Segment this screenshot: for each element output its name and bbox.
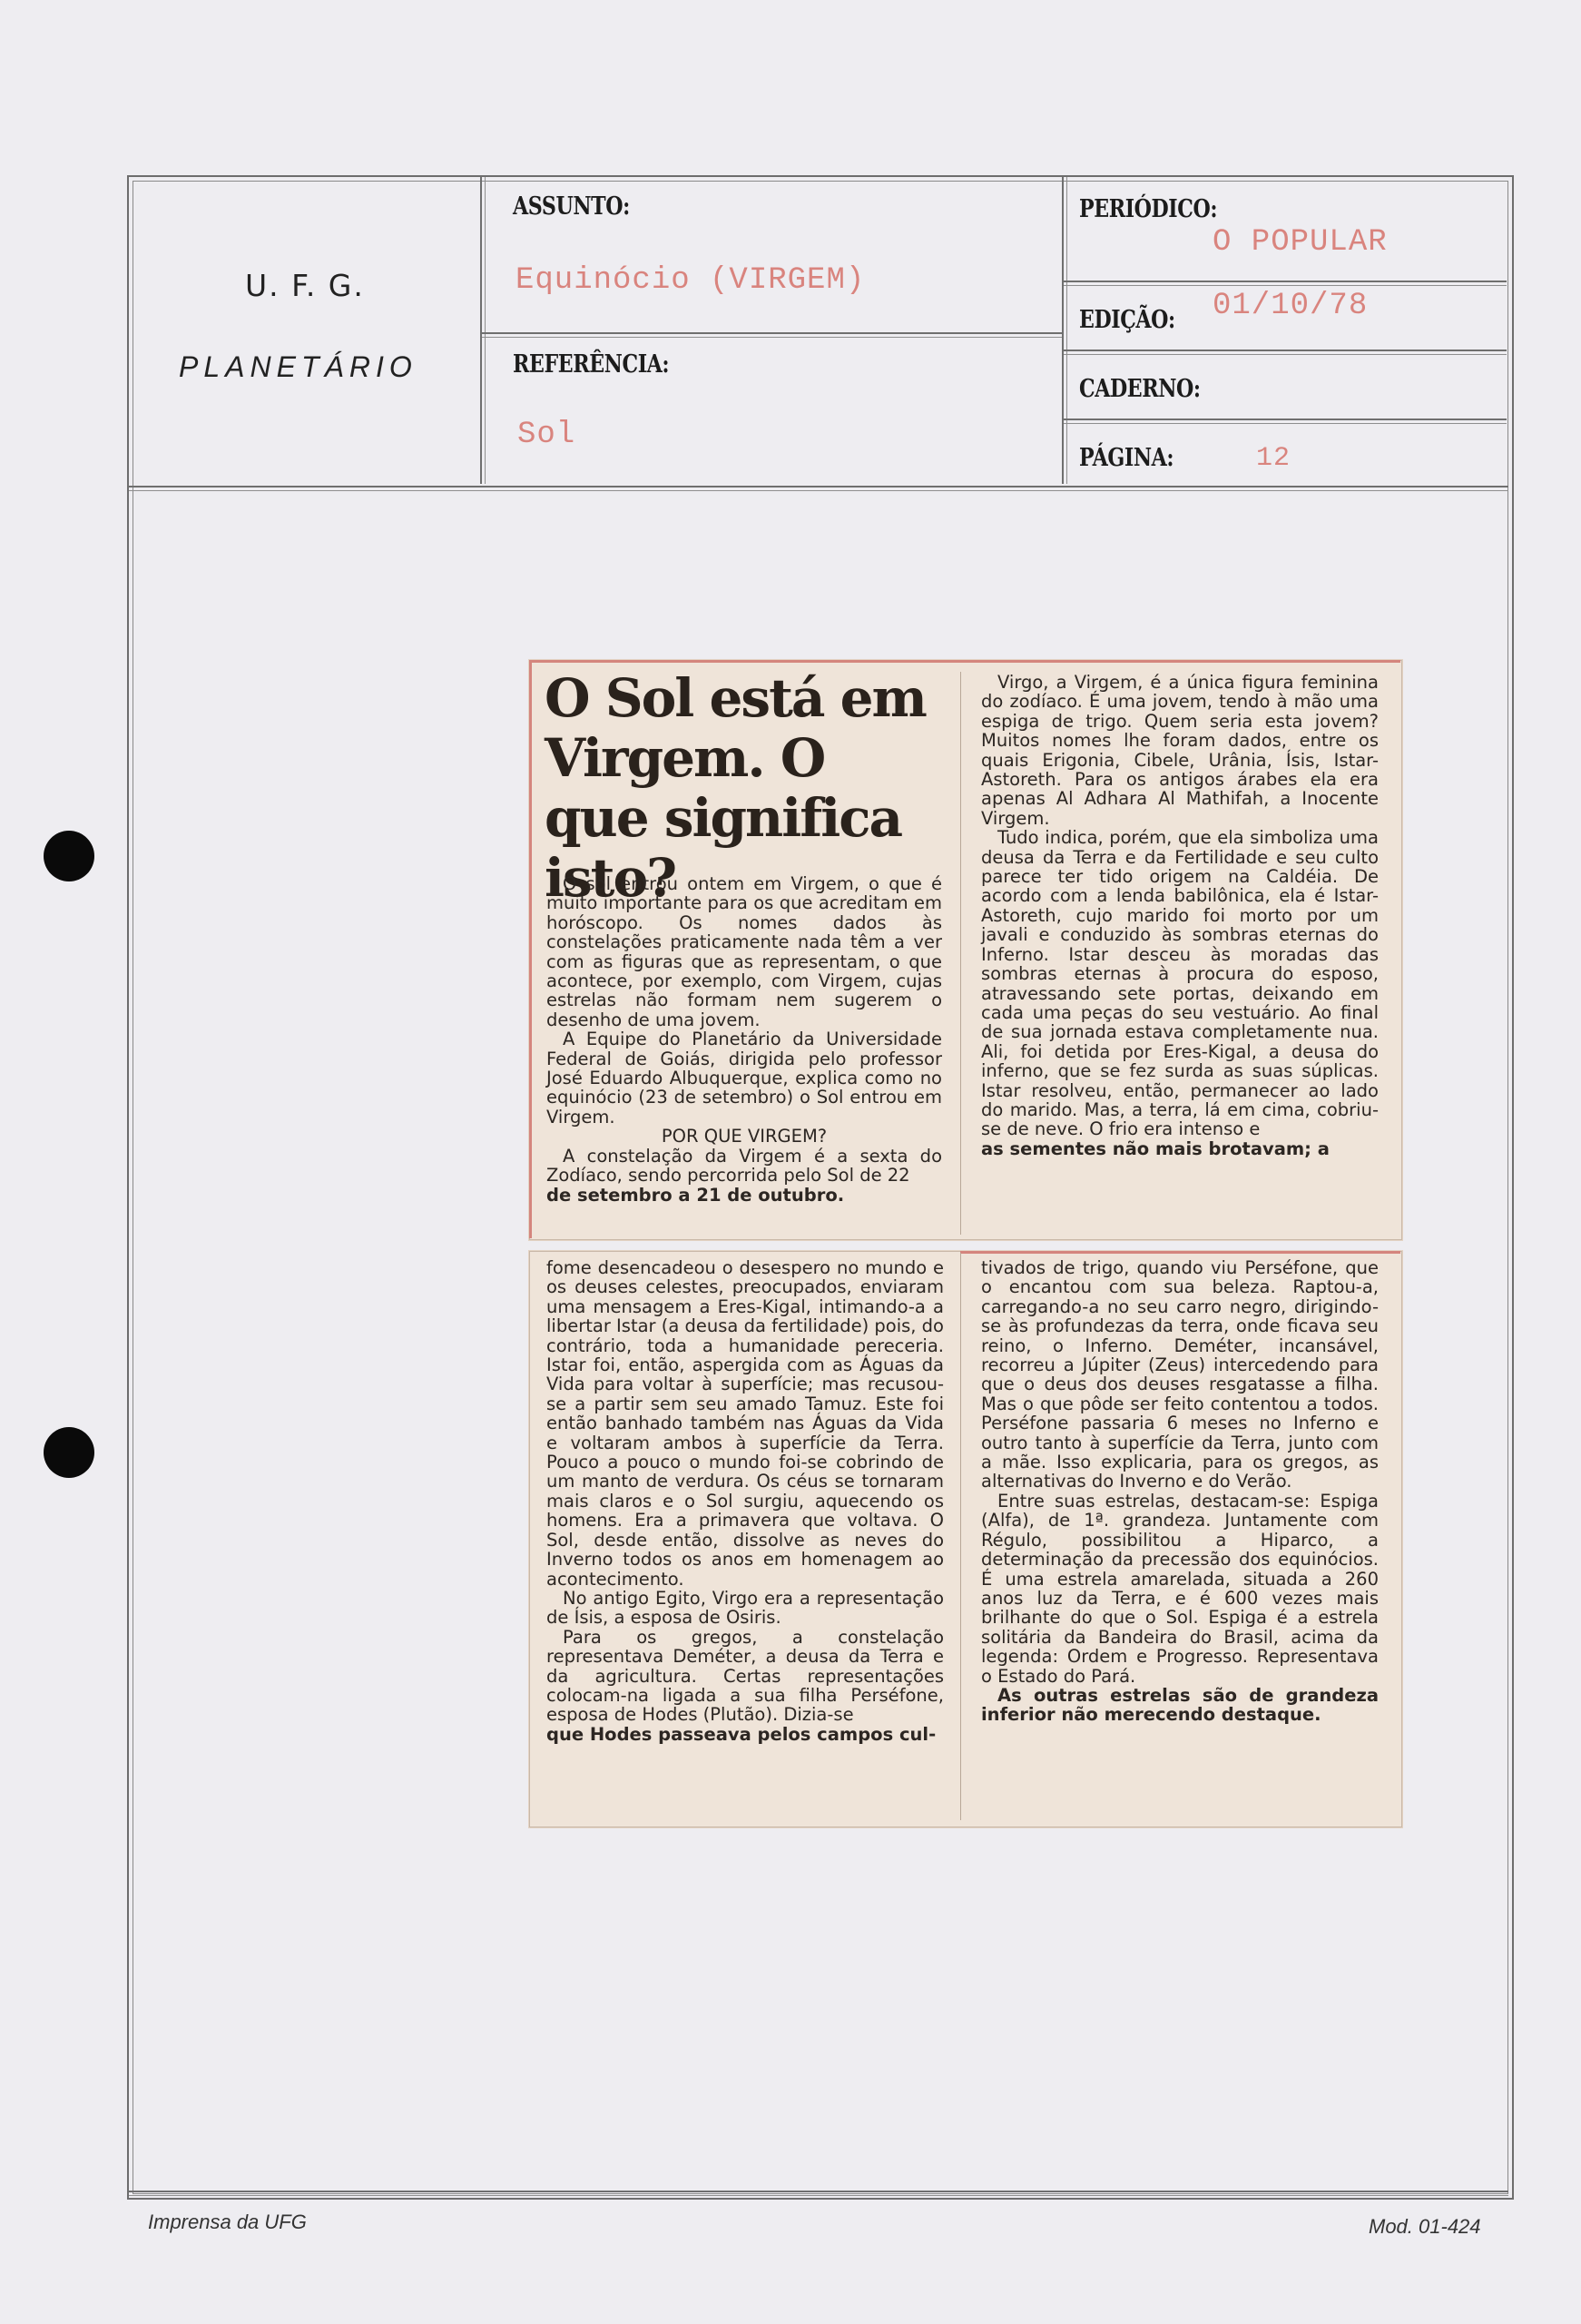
- edicao-bottom-rule: [1064, 350, 1507, 355]
- article-subhead: POR QUE VIRGEM?: [661, 1126, 828, 1147]
- col4-paragraph-bold: As outras estrelas são de grandeza inferior não merecendo destaque.: [981, 1684, 1379, 1726]
- edicao-value: 01/10/78: [1213, 289, 1369, 323]
- clipping-bottom-right-rule: [960, 1251, 1400, 1254]
- article-column-1: [546, 874, 942, 1205]
- article-column-3: [546, 1258, 944, 1744]
- col3-paragraph-bold: que Hodes passeava pelos campos cul-: [546, 1723, 937, 1745]
- col1-paragraph-bold: de setembro a 21 de outubro.: [546, 1184, 845, 1206]
- punch-hole-top: [44, 831, 94, 881]
- article-column-2: [981, 673, 1379, 1158]
- col4-paragraph: tivados de trigo, quando viu Perséfone, que o encantou com sua beleza. Raptou-a, carregando-a no seu carro negro, dirigindo-se às profundezas da terra, onde ficava seu reino, o Inferno. Deméter, incansável, recorreu a Júpiter (Zeus) intercedendo para que o deus dos deuses resgatasse a filha. Mas o que pôde ser feito contentou a todos. Perséfone passaria 6 meses no Inferno e outro tanto à superfície da Terra, junto com a mãe. Isso explicaria, para os gregos, as alternativas do Inverno e do Verão.: [981, 1257, 1379, 1492]
- col2-paragraph: Tudo indica, porém, que ela simboliza uma deusa da Terra e da Fertilidade e seu culto parece ter tido origem na Caldéia. De acordo com a lenda babilônica, ela é Istar-Astoreth, cujo marido foi morto por um javali e conduzido às sombras eternas do Inferno. Istar desceu às moradas das sombras eternas à procura do esposo, atravessando sete portas, deixando em cada uma peças do seu vestuário. Ao final de sua jornada estava completamente nua. Ali, foi detida por Eres-Kigal, a deusa do inferno, que se fez surda as suas súplicas. Istar resolveu, então, permanecer ao lado do marido. Mas, a terra, lá em cima, cobriu-se de neve. O frio era intenso e: [981, 827, 1379, 1140]
- clipping-left-rule: [529, 660, 532, 1238]
- periodico-label: PERIÓDICO:: [1079, 195, 1218, 223]
- col1-paragraph: A Equipe do Planetário da Universidade Federal de Goiás, dirigida pelo professor José Eduardo Albuquerque, explica como no equinócio (23 de setembro) o Sol entrou em Virgem.: [546, 1029, 942, 1128]
- article-column-4: [981, 1258, 1379, 1725]
- referencia-value: Sol: [517, 418, 576, 452]
- col2-paragraph: Virgo, a Virgem, é a única figura feminina do zodíaco. É uma jovem, tendo à mão uma espiga de trigo. Quem seria esta jovem? Muitos nomes lhe foram dados, entre os quais Erigonia, Cibele, Urânia, Ísis, Istar-Astoreth. Para os antigos árabes ela era apenas Al Adhara Al Mathifah, a Inocente Virgem.: [981, 672, 1379, 829]
- periodico-bottom-rule: [1064, 281, 1507, 286]
- pagina-label: PÁGINA:: [1079, 444, 1174, 472]
- article-headline: O Sol está em Virgem. O que significa isto?: [545, 667, 926, 909]
- col3-paragraph: fome desencadeou o desespero no mundo e os deuses celestes, preocupados, enviaram uma mensagem a Eres-Kigal, intimando-a a libertar Istar (a deusa da fertilidade) pois, do contrário, toda a humanidade pereceria. Istar foi, então, aspergida com as Águas da Vida para voltar à superfície; mas recusou-se a partir sem seu amado Tamuz. Este foi então banhado também nas Águas da Vida e voltaram ambos à superfície da Terra. Pouco a pouco o mundo foi-se cobrindo de um manto de verdura. Os céus se tornaram mais claros e o Sol surgiu, aquecendo os homens. Era a primavera que voltava. O Sol, desde então, dissolve as neves do Inverno todos os anos em homenagem ao acontecimento.: [546, 1257, 944, 1590]
- header-bottom-rule: [129, 486, 1508, 491]
- pagina-value: 12: [1256, 443, 1291, 474]
- clipping-top-rule: [529, 660, 1400, 663]
- col3-paragraph: Para os gregos, a constelação representava Deméter, a deusa da Terra e da agricultura. Certas representações colocam-na ligada a sua filha Perséfone, esposa de Hodes (Plutão). Dizia-se: [546, 1626, 944, 1726]
- institution-name: U. F. G.: [245, 268, 365, 303]
- col4-paragraph: Entre suas estrelas, destacam-se: Espiga (Alfa), de 1ª. grandeza. Juntamente com Régulo, possibilitou a Hiparco, a determinação da precessão dos equinócios. É uma estrela amarelada, situada a 260 anos luz da Terra, e é 600 vezes mais brilhante do que o Sol. Espiga é a estrela solitária da Bandeira do Brasil, acima da legenda: Ordem e Progresso. Representava o Estado do Pará.: [981, 1490, 1379, 1687]
- punch-hole-bottom: [44, 1427, 94, 1478]
- footer-model: Mod. 01-424: [1369, 2215, 1481, 2238]
- caderno-label: CADERNO:: [1079, 375, 1201, 403]
- clipping-bottom-column-rule: [960, 1253, 961, 1820]
- referencia-label: REFERÊNCIA:: [513, 350, 670, 379]
- footer-printer: Imprensa da UFG: [148, 2211, 307, 2233]
- edicao-label: EDIÇÃO:: [1079, 306, 1175, 334]
- department-name: PLANETÁRIO: [179, 350, 417, 383]
- assunto-bottom-rule: [482, 332, 1062, 338]
- caderno-bottom-rule: [1064, 419, 1507, 424]
- periodico-value: O POPULAR: [1213, 225, 1388, 260]
- assunto-label: ASSUNTO:: [513, 192, 630, 221]
- col1-paragraph: A constelação da Virgem é a sexta do Zodíaco, sendo percorrida pelo Sol de 22: [546, 1145, 942, 1187]
- header-divider-1: [480, 177, 486, 484]
- col2-paragraph-bold: as sementes não mais brotavam; a: [981, 1137, 1330, 1159]
- header-divider-2: [1062, 177, 1067, 484]
- col1-paragraph: O sol entrou ontem em Virgem, o que é muito importante para os que acreditam em horóscopo. Os nomes dados às constelações praticamente nada têm a ver com as figuras que as representam, o que acontece, por exemplo, com Virgem, cujas estrelas não formam nem sugerem o desenho de uma jovem.: [546, 873, 942, 1030]
- col3-paragraph: No antigo Egito, Virgo era a representação de Ísis, a esposa de Osiris.: [546, 1587, 944, 1629]
- assunto-value: Equinócio (VIRGEM): [516, 263, 866, 298]
- clipping-column-rule: [960, 672, 961, 1235]
- footer-rule: [129, 2191, 1508, 2196]
